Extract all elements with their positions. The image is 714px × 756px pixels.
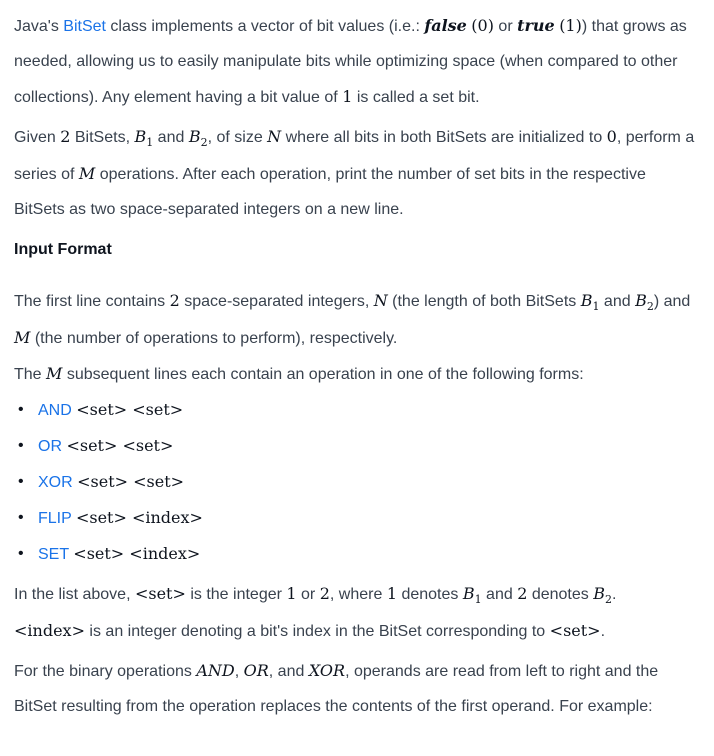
math-m: M (14, 328, 31, 347)
bullet-icon: • (18, 545, 24, 562)
input-line2 (14, 356, 700, 392)
list-note-paragraph (14, 576, 700, 649)
math-one: 1 (386, 584, 397, 603)
note-text: denotes (527, 586, 594, 603)
given-paragraph (14, 119, 700, 227)
operation-args: <set> <set> (76, 400, 184, 419)
math-n: N (267, 127, 282, 146)
binary-ops-paragraph (14, 653, 700, 724)
input-text: and (599, 293, 636, 310)
operation-args: <set> <index> (73, 544, 201, 563)
false-keyword: false (424, 16, 467, 35)
math-two: 2 (60, 127, 71, 146)
operation-item (14, 500, 700, 536)
math-and-op: AND (196, 661, 235, 680)
note-text: , where (329, 586, 387, 603)
operation-args: <set> <set> (77, 472, 185, 491)
math-one: 1 (342, 87, 353, 106)
bullet-icon: • (18, 401, 24, 418)
math-m: M (78, 164, 96, 183)
given-text: BitSets, (70, 129, 135, 146)
note-text: and (481, 586, 518, 603)
bullet-icon: • (18, 473, 24, 490)
input-format-heading: Input Format (14, 241, 112, 258)
binary-text: For the binary operations (14, 663, 197, 680)
math-n: N (373, 291, 388, 310)
bullet-icon: • (18, 437, 24, 454)
given-text: , perform a series of (14, 129, 695, 183)
given-text: operations. After each operation, print the number of set bits in the respective BitSets as two space-separated integers on a new line. (14, 166, 646, 218)
math-one: 1 (286, 584, 297, 603)
math-xor-op: XOR (308, 661, 346, 680)
math-one: (1) (559, 16, 582, 35)
math-m: M (46, 364, 63, 383)
math-zero: (0) (471, 16, 494, 35)
true-keyword: true (517, 16, 555, 35)
intro-text: or (493, 18, 518, 35)
note-text: . (611, 586, 617, 603)
intro-text: Java's (14, 18, 64, 35)
input-text: The (14, 366, 47, 383)
math-set-tag: <set> (549, 621, 601, 640)
math-index-tag: <index> (14, 621, 85, 640)
given-text: Given (14, 129, 61, 146)
intro-paragraph (14, 0, 700, 115)
operation-link[interactable]: AND (38, 402, 72, 419)
intro-text: class implements a vector of bit values (i.e.: (105, 18, 425, 35)
given-text: and (153, 129, 189, 146)
intro-text: is called a set bit. (352, 89, 480, 106)
operation-args: <set> <index> (75, 508, 203, 527)
input-text: The first line contains (14, 293, 170, 310)
operation-item (14, 428, 700, 464)
math-two: 2 (517, 584, 528, 603)
math-subscript: 2 (646, 300, 654, 313)
binary-text: , operands are read from left to right and the BitSet resulting from the operation replaces the contents of the first operand. For example: (14, 663, 659, 715)
math-b: B (580, 291, 593, 310)
operation-link[interactable]: XOR (38, 474, 73, 491)
math-subscript: 1 (146, 136, 154, 149)
input-text: ) and (653, 293, 691, 310)
math-subscript: 2 (200, 136, 208, 149)
note-text: is an integer denoting a bit's index in the BitSet corresponding to (84, 623, 550, 640)
input-text: subsequent lines each contain an operation in one of the following forms: (62, 366, 584, 383)
operation-item (14, 536, 700, 572)
note-text: is the integer (185, 586, 287, 603)
input-text: space-separated integers, (179, 293, 374, 310)
operation-link[interactable]: FLIP (38, 510, 72, 527)
math-subscript: 1 (592, 300, 600, 313)
operation-item (14, 392, 700, 428)
math-two: 2 (319, 584, 330, 603)
operation-link[interactable]: OR (38, 438, 62, 455)
binary-text: , and (268, 663, 309, 680)
binary-text: , (234, 663, 244, 680)
math-b: B (134, 127, 147, 146)
operation-link[interactable]: SET (38, 546, 69, 563)
input-text: (the length of both BitSets (387, 293, 581, 310)
given-text: where all bits in both BitSets are initialized to (281, 129, 607, 146)
math-zero: 0 (606, 127, 617, 146)
math-set-tag: <set> (134, 584, 186, 603)
operations-list (14, 392, 700, 572)
note-text: or (296, 586, 320, 603)
math-b: B (635, 291, 647, 310)
math-subscript: 2 (604, 593, 612, 606)
note-text: denotes (397, 586, 463, 603)
given-text: , of size (207, 129, 268, 146)
math-or-op: OR (243, 661, 269, 680)
math-two: 2 (169, 291, 180, 310)
math-b: B (188, 127, 201, 146)
input-line1 (14, 283, 700, 356)
math-b: B (593, 584, 605, 603)
operation-item (14, 464, 700, 500)
operation-args: <set> <set> (66, 436, 174, 455)
note-text: . (600, 623, 606, 640)
bullet-icon: • (18, 509, 24, 526)
input-text: (the number of operations to perform), respectively. (30, 330, 398, 347)
math-b: B (462, 584, 475, 603)
math-subscript: 1 (474, 593, 482, 606)
note-text: In the list above, (14, 586, 135, 603)
bitset-link[interactable]: BitSet (63, 18, 106, 35)
intro-text: ) that grows as needed, allowing us to easily manipulate bits while optimizing space (when compared to other collections). Any element having a bit value of (14, 18, 687, 106)
